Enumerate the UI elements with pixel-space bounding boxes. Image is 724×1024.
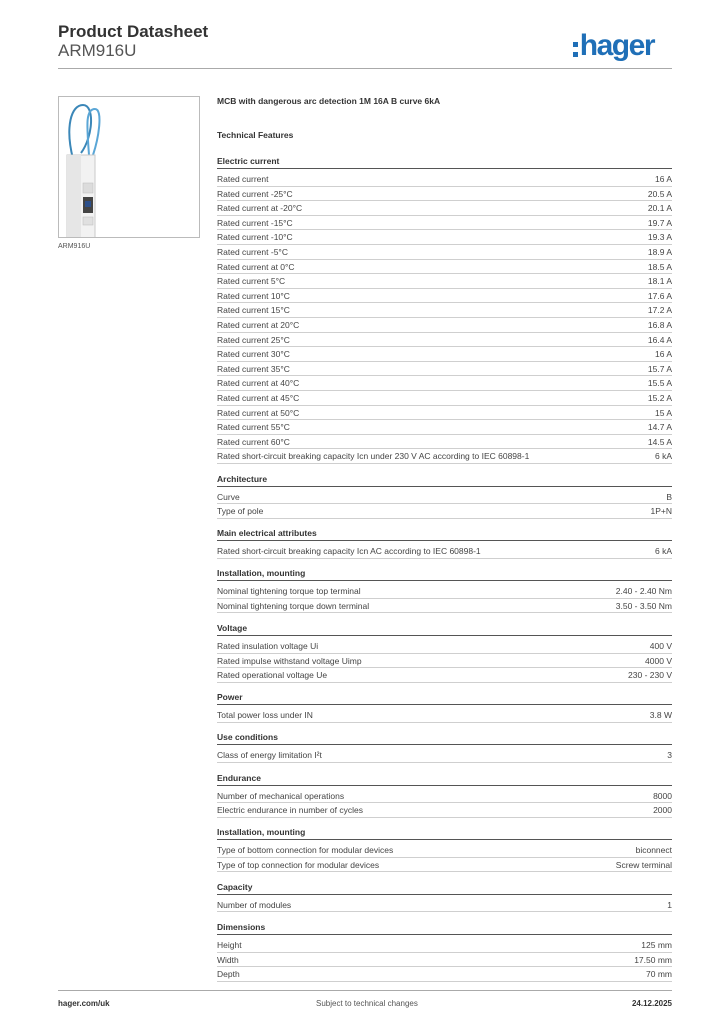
spec-value: biconnect bbox=[635, 845, 672, 856]
section-title: Dimensions bbox=[217, 922, 672, 935]
spec-value: 3 bbox=[667, 750, 672, 761]
spec-label: Rated current bbox=[217, 174, 269, 184]
spec-label: Rated current -25°C bbox=[217, 188, 293, 199]
spec-value: 19.3 A bbox=[647, 232, 672, 243]
spec-value: 17.6 A bbox=[647, 290, 672, 301]
spec-value: 14.7 A bbox=[647, 422, 672, 433]
spec-value: 14.5 A bbox=[647, 436, 672, 447]
spec-value: 1 bbox=[667, 899, 672, 910]
footer-date: 24.12.2025 bbox=[631, 999, 672, 1008]
technical-features-heading: Technical Features bbox=[217, 130, 294, 140]
spec-row bbox=[217, 333, 672, 348]
spec-label: Rated current 10°C bbox=[217, 290, 290, 301]
footer-divider bbox=[58, 990, 672, 991]
spec-row bbox=[217, 172, 672, 187]
spec-row bbox=[217, 953, 672, 968]
spec-value: 400 V bbox=[649, 641, 672, 651]
spec-label: Rated insulation voltage Ui bbox=[217, 641, 319, 651]
spec-value: 2.40 - 2.40 Nm bbox=[615, 586, 672, 597]
logo-dots-icon bbox=[573, 42, 578, 58]
spec-label: Rated current -10°C bbox=[217, 232, 293, 243]
spec-value: 3.50 - 3.50 Nm bbox=[615, 600, 672, 611]
spec-value: 16 A bbox=[654, 174, 672, 184]
spec-row bbox=[217, 201, 672, 216]
spec-row bbox=[217, 544, 672, 559]
section-title: Power bbox=[217, 692, 672, 705]
spec-value: 16.8 A bbox=[647, 320, 672, 330]
section-title: Voltage bbox=[217, 623, 672, 636]
spec-value: 2000 bbox=[653, 805, 672, 816]
spec-row bbox=[217, 435, 672, 450]
spec-label: Total power loss under IN bbox=[217, 710, 313, 721]
spec-label: Number of mechanical operations bbox=[217, 790, 345, 801]
spec-row bbox=[217, 504, 672, 519]
spec-value: 15.5 A bbox=[647, 378, 672, 389]
spec-label: Rated current at 0°C bbox=[217, 261, 295, 272]
spec-value: Screw terminal bbox=[615, 859, 672, 870]
spec-label: Rated current 5°C bbox=[217, 276, 286, 287]
spec-row bbox=[217, 420, 672, 435]
spec-row bbox=[217, 245, 672, 260]
spec-label: Rated current at -20°C bbox=[217, 203, 303, 214]
spec-value: 18.9 A bbox=[647, 247, 672, 257]
spec-value: 3.8 W bbox=[649, 710, 672, 721]
spec-value: 20.5 A bbox=[647, 188, 672, 199]
spec-row bbox=[217, 376, 672, 391]
spec-value: 125 mm bbox=[641, 940, 672, 950]
spec-row bbox=[217, 449, 672, 464]
page-header bbox=[58, 20, 672, 70]
spec-label: Rated current 30°C bbox=[217, 349, 290, 360]
product-image bbox=[58, 96, 200, 238]
spec-row bbox=[217, 938, 672, 953]
spec-row bbox=[217, 967, 672, 982]
section-title: Use conditions bbox=[217, 732, 672, 745]
spec-label: Electric endurance in number of cycles bbox=[217, 805, 363, 816]
spec-label: Type of bottom connection for modular devices bbox=[217, 845, 394, 856]
spec-row bbox=[217, 599, 672, 614]
section-title: Capacity bbox=[217, 882, 672, 895]
spec-value: 18.1 A bbox=[647, 276, 672, 287]
spec-row bbox=[217, 274, 672, 289]
spec-value: 20.1 A bbox=[647, 203, 672, 214]
spec-label: Depth bbox=[217, 969, 240, 980]
spec-row bbox=[217, 654, 672, 669]
spec-value: 4000 V bbox=[645, 655, 672, 666]
section-title: Installation, mounting bbox=[217, 568, 672, 581]
document-title: Product Datasheet bbox=[58, 22, 209, 41]
spec-row bbox=[217, 230, 672, 245]
spec-value: 16 A bbox=[654, 349, 672, 360]
spec-value: 15.2 A bbox=[647, 393, 672, 403]
spec-value: 19.7 A bbox=[647, 217, 672, 228]
spec-value: 17.50 mm bbox=[634, 954, 672, 965]
spec-row bbox=[217, 898, 672, 913]
logo-text: hager bbox=[579, 29, 654, 62]
spec-value: 18.5 A bbox=[647, 261, 672, 272]
spec-row bbox=[217, 639, 672, 654]
spec-label: Rated current 25°C bbox=[217, 334, 290, 345]
footer-note: Subject to technical changes bbox=[316, 999, 418, 1008]
spec-value: 6 kA bbox=[654, 451, 672, 462]
spec-value: 15 A bbox=[654, 407, 672, 418]
spec-value: 16.4 A bbox=[647, 334, 672, 345]
spec-row bbox=[217, 260, 672, 275]
spec-row bbox=[217, 347, 672, 362]
spec-row bbox=[217, 216, 672, 231]
spec-row bbox=[217, 803, 672, 818]
product-code: ARM916U bbox=[58, 41, 137, 60]
spec-label: Rated current 15°C bbox=[217, 305, 290, 316]
spec-label: Class of energy limitation I²t bbox=[217, 750, 322, 761]
spec-label: Rated current at 20°C bbox=[217, 320, 300, 330]
section-title: Installation, mounting bbox=[217, 827, 672, 840]
spec-value: 6 kA bbox=[654, 546, 672, 557]
circuit-breaker-icon bbox=[59, 97, 199, 237]
spec-row bbox=[217, 843, 672, 858]
spec-value: B bbox=[666, 491, 672, 502]
spec-value: 70 mm bbox=[646, 969, 672, 980]
product-description: MCB with dangerous arc detection 1M 16A B curve 6kA bbox=[217, 96, 441, 106]
spec-row bbox=[217, 490, 672, 505]
spec-label: Height bbox=[217, 940, 242, 950]
spec-value: 17.2 A bbox=[647, 305, 672, 316]
spec-label: Nominal tightening torque top terminal bbox=[217, 586, 361, 597]
spec-label: Rated current at 45°C bbox=[217, 393, 300, 403]
section-title: Electric current bbox=[217, 156, 672, 169]
spec-label: Rated current 35°C bbox=[217, 363, 290, 374]
spec-label: Type of pole bbox=[217, 506, 264, 517]
section-title: Endurance bbox=[217, 773, 672, 786]
spec-label: Curve bbox=[217, 491, 240, 502]
spec-row bbox=[217, 362, 672, 377]
spec-row bbox=[217, 289, 672, 304]
spec-label: Rated current -5°C bbox=[217, 247, 288, 257]
spec-label: Type of top connection for modular devices bbox=[217, 859, 380, 870]
spec-row bbox=[217, 708, 672, 723]
spec-label: Rated operational voltage Ue bbox=[217, 670, 328, 681]
spec-row bbox=[217, 668, 672, 683]
spec-label: Rated current 55°C bbox=[217, 422, 290, 433]
spec-label: Rated current at 50°C bbox=[217, 407, 300, 418]
spec-label: Rated current 60°C bbox=[217, 436, 290, 447]
spec-row bbox=[217, 748, 672, 763]
spec-label: Rated current -15°C bbox=[217, 217, 293, 228]
section-title: Main electrical attributes bbox=[217, 528, 672, 541]
spec-label: Width bbox=[217, 954, 239, 965]
footer-website: hager.com/uk bbox=[58, 999, 110, 1008]
spec-row bbox=[217, 858, 672, 873]
spec-row bbox=[217, 391, 672, 406]
spec-label: Rated impulse withstand voltage Uimp bbox=[217, 655, 362, 666]
spec-value: 15.7 A bbox=[647, 363, 672, 374]
spec-label: Rated current at 40°C bbox=[217, 378, 300, 389]
spec-label: Rated short-circuit breaking capacity Icn under 230 V AC according to IEC 60898-1 bbox=[217, 451, 530, 462]
header-divider bbox=[58, 68, 672, 69]
hager-logo bbox=[579, 29, 654, 62]
spec-value: 8000 bbox=[653, 790, 672, 801]
spec-value: 1P+N bbox=[650, 506, 672, 517]
spec-label: Nominal tightening torque down terminal bbox=[217, 600, 370, 611]
image-caption: ARM916U bbox=[58, 243, 91, 250]
spec-row bbox=[217, 584, 672, 599]
spec-row bbox=[217, 187, 672, 202]
spec-label: Number of modules bbox=[217, 899, 292, 910]
spec-label: Rated short-circuit breaking capacity Icn AC according to IEC 60898-1 bbox=[217, 546, 481, 557]
spec-row bbox=[217, 303, 672, 318]
spec-row bbox=[217, 318, 672, 333]
spec-row bbox=[217, 406, 672, 421]
spec-row bbox=[217, 789, 672, 804]
section-title: Architecture bbox=[217, 474, 672, 487]
spec-value: 230 - 230 V bbox=[628, 670, 672, 681]
